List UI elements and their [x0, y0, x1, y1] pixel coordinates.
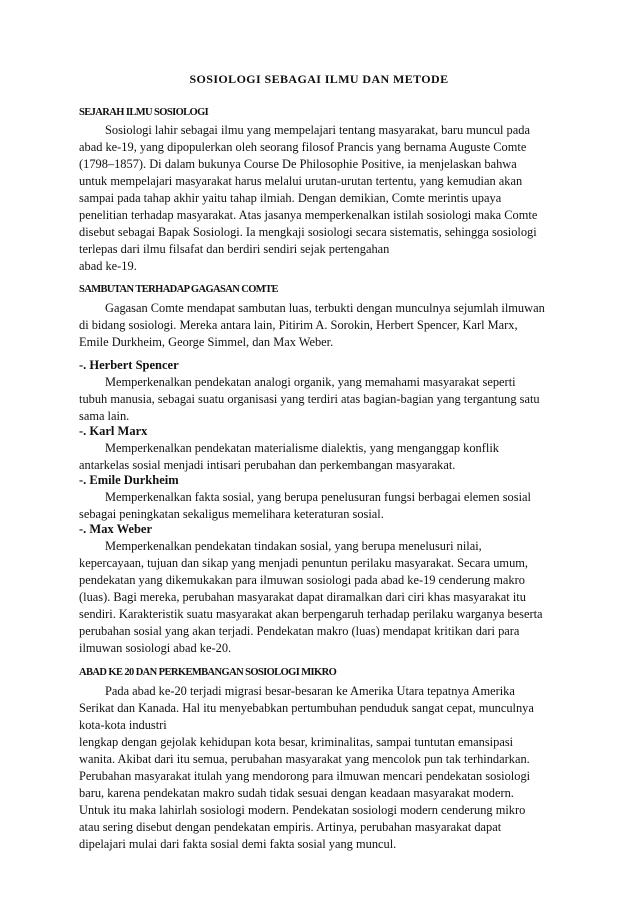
subheading-emile-durkheim: -. Emile Durkheim: [79, 473, 179, 487]
section-heading-sejarah: SEJARAH ILMU SOSIOLOGI: [79, 107, 209, 118]
subheading-max-weber: -. Max Weber: [79, 522, 153, 536]
paragraph-line: (1798–1857). Di dalam bukunya Course De Philosophie Positive, ia menjelaskan bahwa: [79, 157, 517, 171]
paragraph-line: antarkelas sosial menjadi intisari perubahan dan perkembangan masyarakat.: [79, 458, 456, 472]
paragraph-line: baru, karena pendekatan makro sudah tidak sesuai dengan keadaan masyarakat modern.: [79, 786, 514, 800]
paragraph-line: kota-kota industri: [79, 718, 167, 732]
paragraph-line: ilmuwan sosiologi abad ke-20.: [79, 641, 232, 655]
paragraph-line: Gagasan Comte mendapat sambutan luas, terbukti dengan munculnya sejumlah ilmuwan: [105, 301, 545, 315]
paragraph-line: (luas). Bagi mereka, perubahan masyarakat dapat diramalkan dari ciri khas masyarakat itu: [79, 590, 526, 604]
section-heading-sambutan: SAMBUTAN TERHADAP GAGASAN COMTE: [79, 284, 278, 295]
paragraph-line: penelitian terhadap masyarakat. Atas jasanya memperkenalkan istilah sosiologi maka Comte: [79, 208, 538, 222]
paragraph-line: wanita. Akibat dari itu semua, perubahan masyarakat yang mencolok pun tak terhindarkan.: [79, 752, 530, 766]
paragraph-line: disebut sebagai Bapak Sosiologi. Ia mengkaji sosiologi secara sistematis, sehingga sosiologi: [79, 225, 537, 239]
subheading-karl-marx: -. Karl Marx: [79, 424, 148, 438]
paragraph-line: perubahan sosial yang akan terjadi. Pendekatan makro (luas) mendapat kritikan dari para: [79, 624, 520, 638]
paragraph-line: terlepas dari ilmu filsafat dan berdiri sendiri sejak pertengahan: [79, 242, 390, 256]
paragraph-line: Memperkenalkan pendekatan tindakan sosial, yang berupa menelusuri nilai,: [105, 539, 482, 553]
paragraph-line: untuk mempelajari masyarakat harus melalui urutan-urutan tertentu, yang kemudian akan: [79, 174, 523, 188]
paragraph-line: Untuk itu maka lahirlah sosiologi modern. Pendekatan sosiologi modern cenderung mikro: [79, 803, 526, 817]
paragraph-line: dipelajari mulai dari fakta sosial demi fakta sosial yang muncul.: [79, 837, 397, 851]
paragraph-line: Memperkenalkan fakta sosial, yang berupa penelusuran fungsi berbagai elemen sosial: [105, 490, 531, 504]
paragraph-line: Serikat dan Kanada. Hal itu menyebabkan pertumbuhan penduduk sangat cepat, munculnya: [79, 701, 534, 715]
paragraph-line: Sosiologi lahir sebagai ilmu yang mempelajari tentang masyarakat, baru muncul pada: [105, 123, 530, 137]
paragraph-line: Perubahan masyarakat itulah yang mendorong para ilmuwan mencari pendekatan sosiologi: [79, 769, 531, 783]
paragraph-line: sampai pada tahap akhir yaitu tahap ilmiah. Dengan demikian, Comte merintis upaya: [79, 191, 502, 205]
paragraph-line: tubuh manusia, sebagai suatu organisasi yang terdiri atas bagian-bagian yang tergantung satu: [79, 392, 540, 406]
paragraph-line: sendiri. Karakteristik suatu masyarakat akan berpengaruh terhadap perilaku warganya beserta: [79, 607, 543, 621]
paragraph-line: kepercayaan, tujuan dan sikap yang menjadi penuntun perilaku masyarakat. Secara umum,: [79, 556, 528, 570]
paragraph-line: Emile Durkheim, George Simmel, dan Max Weber.: [79, 335, 334, 349]
paragraph-line: atau sering disebut dengan pendekatan empiris. Artinya, perubahan masyarakat dapat: [79, 820, 502, 834]
paragraph-line: Memperkenalkan pendekatan analogi organik, yang memahami masyarakat seperti: [105, 375, 516, 389]
paragraph-line: di bidang sosiologi. Mereka antara lain, Pitirim A. Sorokin, Herbert Spencer, Karl Marx,: [79, 318, 518, 332]
paragraph-line: abad ke-19, yang dipopulerkan oleh seorang filosof Prancis yang bernama Auguste Comte: [79, 140, 527, 154]
paragraph-line: sebagai peningkatan sekaligus memelihara keteraturan sosial.: [79, 507, 384, 521]
section-heading-abad-ke-20: ABAD KE 20 DAN PERKEMBANGAN SOSIOLOGI MIKRO: [79, 667, 337, 678]
paragraph-line: sama lain.: [79, 409, 130, 423]
paragraph-line: Pada abad ke-20 terjadi migrasi besar-besaran ke Amerika Utara tepatnya Amerika: [105, 684, 515, 698]
paragraph-line: abad ke-19.: [79, 259, 137, 273]
paragraph-line: Memperkenalkan pendekatan materialisme dialektis, yang menganggap konflik: [105, 441, 499, 455]
paragraph-line: lengkap dengan gejolak kehidupan kota besar, kriminalitas, sampai tuntutan emansipasi: [79, 735, 514, 749]
document-title: SOSIOLOGI SEBAGAI ILMU DAN METODE: [189, 72, 449, 86]
paragraph-line: pendekatan yang dikemukakan para ilmuwan sosiologi pada abad ke-19 cenderung makro: [79, 573, 525, 587]
subheading-herbert-spencer: -. Herbert Spencer: [79, 358, 179, 372]
